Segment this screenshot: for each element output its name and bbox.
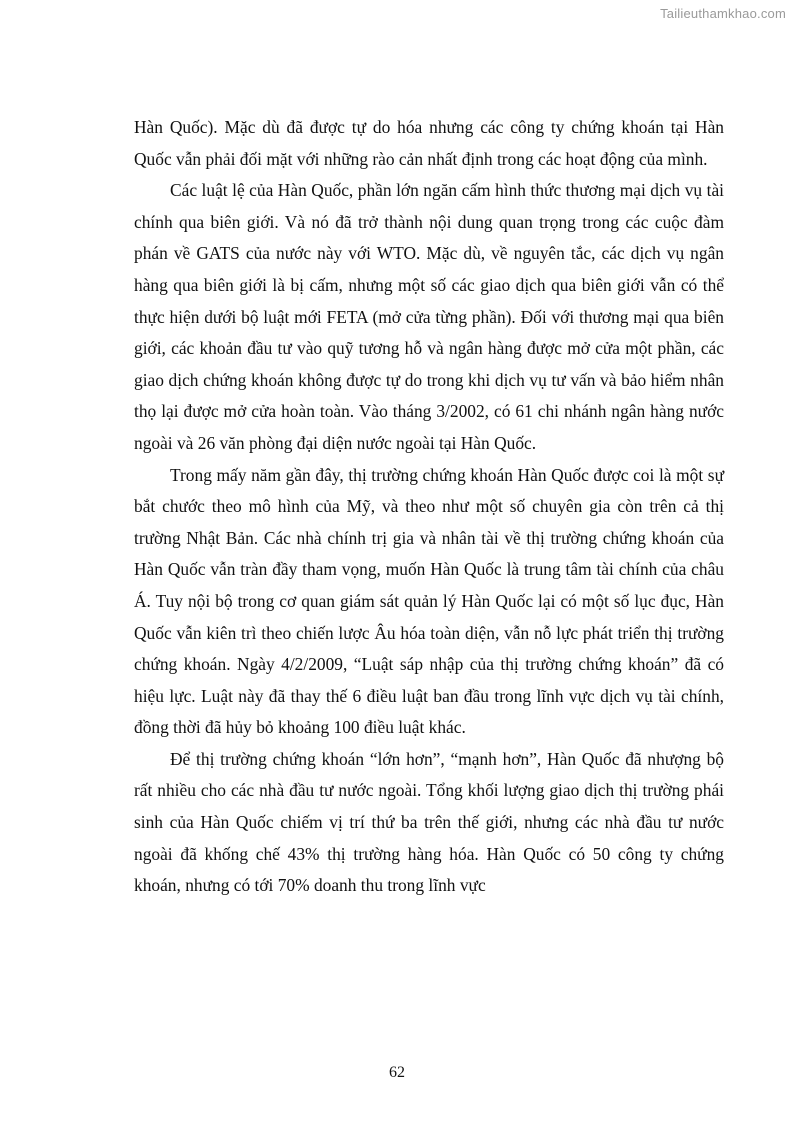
paragraph-market-development: Trong mấy năm gần đây, thị trường chứng khoán Hàn Quốc được coi là một sự bắt chước theo mô hình của Mỹ, và theo như một số chuyên gia còn trên cả thị trường Nhật Bản. Các nhà chính trị gia và nhân tài về thị trường chứng khoán của Hàn Quốc vẫn tràn đầy tham vọng, muốn Hàn Quốc là trung tâm tài chính của châu Á. Tuy nội bộ trong cơ quan giám sát quản lý Hàn Quốc lại có một số lục đục, Hàn Quốc vẫn kiên trì theo chiến lược Âu hóa toàn diện, vẫn nỗ lực phát triển thị trường chứng khoán. Ngày 4/2/2009, “Luật sáp nhập của thị trường chứng khoán” đã có hiệu lực. Luật này đã thay thế 6 điều luật ban đầu trong lĩnh vực dịch vụ tài chính, đồng thời đã hủy bỏ khoảng 100 điều luật khác. (134, 464, 724, 738)
paragraph-foreign-investors: Để thị trường chứng khoán “lớn hơn”, “mạnh hơn”, Hàn Quốc đã nhượng bộ rất nhiều cho các nhà đầu tư nước ngoài. Tổng khối lượng giao dịch thị trường phái sinh của Hàn Quốc chiếm vị trí thứ ba trên thế giới, nhưng các nhà đầu tư nước ngoài đã khống chế 43% thị trường hàng hóa. Hàn Quốc có 50 công ty chứng khoán, nhưng có tới 70% doanh thu trong lĩnh vực (134, 748, 724, 896)
page-number: 62 (389, 1064, 405, 1081)
paragraph-cross-border-laws: Các luật lệ của Hàn Quốc, phần lớn ngăn cấm hình thức thương mại dịch vụ tài chính qua biên giới. Và nó đã trở thành nội dung quan trọng trong các cuộc đàm phán về GATS của nước này với WTO. Mặc dù, về nguyên tắc, các dịch vụ ngân hàng qua biên giới là bị cấm, nhưng một số các giao dịch qua biên giới vẫn có thể thực hiện dưới bộ luật mới FETA (mở cửa từng phần). Đối với thương mại qua biên giới, các khoản đầu tư vào quỹ tương hỗ và ngân hàng được mở cửa một phần, các giao dịch chứng khoán không được tự do trong khi dịch vụ tư vấn và bảo hiểm nhân thọ lại được mở cửa hoàn toàn. Vào tháng 3/2002, có 61 chi nhánh ngân hàng nước ngoài và 26 văn phòng đại diện nước ngoài tại Hàn Quốc. (134, 180, 724, 453)
page-body (134, 112, 724, 902)
watermark-text: Tailieuthamkhao.com (660, 6, 786, 21)
paragraph-continuation: Hàn Quốc). Mặc dù đã được tự do hóa nhưng các công ty chứng khoán tại Hàn Quốc vẫn phải đối mặt với những rào cản nhất định trong các hoạt động của mình. (134, 117, 724, 169)
